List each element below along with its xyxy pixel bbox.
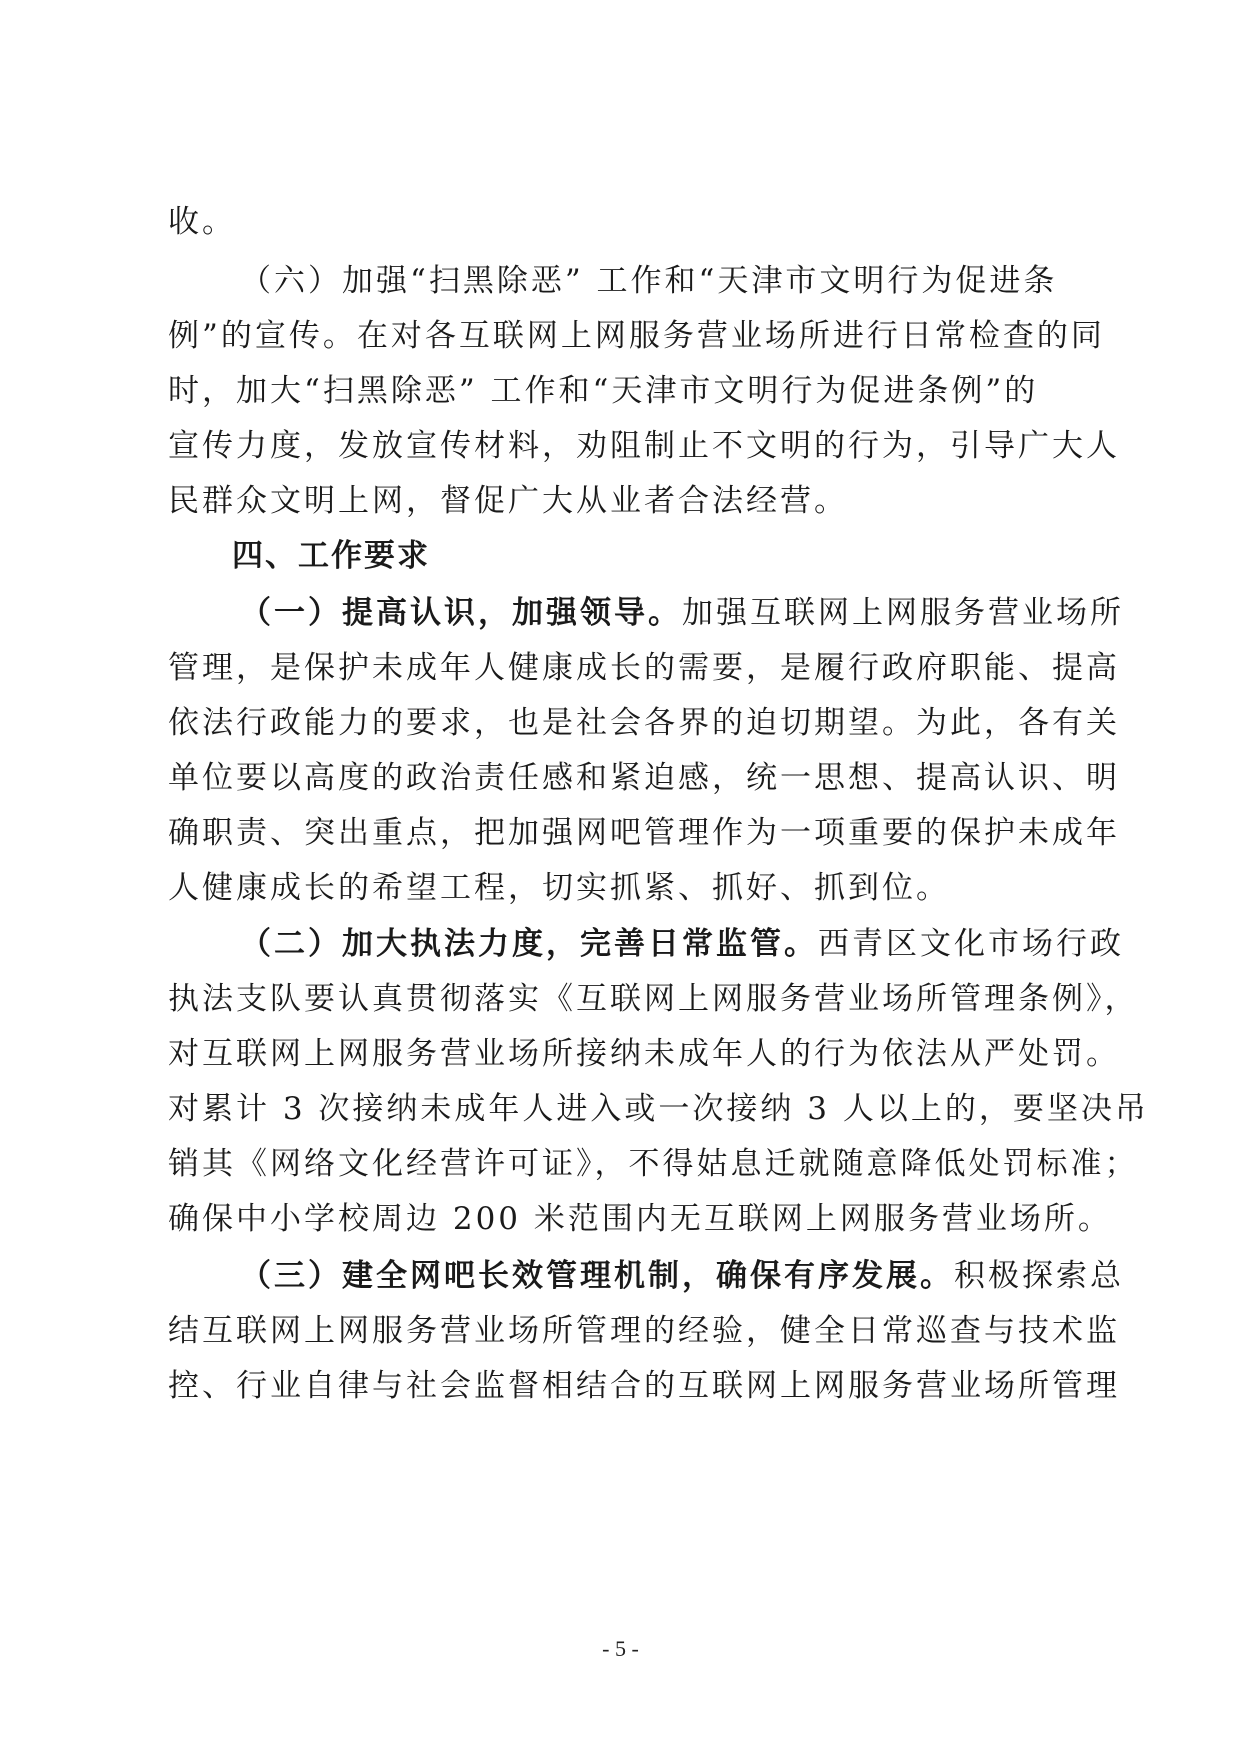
text-line: [0, 1079, 1241, 1139]
line-text: 对累计 3 次接纳未成年人进入或一次接纳 3 人以上的，要坚决吊: [168, 1091, 1149, 1127]
line-text: 时，加大“扫黑除恶” 工作和“天津市文明行为促进条例”的: [168, 373, 1039, 409]
page-number: - 5 -: [602, 1636, 639, 1661]
text-line: [0, 306, 1241, 366]
section-heading-text: 四、工作要求: [232, 538, 430, 574]
line-text: 单位要以高度的政治责任感和紧迫感，统一思想、提高认识、明: [168, 760, 1120, 796]
text-line: [0, 693, 1241, 753]
paragraph-start: [0, 914, 1241, 974]
text-line: [0, 1134, 1241, 1194]
line-text: 民群众文明上网，督促广大从业者合法经营。: [168, 483, 848, 519]
text-line: [0, 1301, 1241, 1361]
text-line: [0, 803, 1241, 863]
line-text: 确保中小学校周边 200 米范围内无互联网上网服务营业场所。: [168, 1201, 1112, 1237]
text-line: [0, 858, 1241, 918]
line-text: 确职责、突出重点，把加强网吧管理作为一项重要的保护未成年: [168, 815, 1120, 851]
text-line: [0, 638, 1241, 698]
line-text: 销其《网络文化经营许可证》，不得姑息迁就随意降低处罚标准；: [168, 1146, 1139, 1182]
paragraph-lead: （一）提高认识，加强领导。加强互联网上网服务营业场所: [240, 595, 1124, 631]
text-line: [0, 969, 1241, 1029]
paragraph-start: [0, 251, 1241, 311]
paragraph-lead: （三）建全网吧长效管理机制，确保有序发展。积极探索总: [240, 1258, 1124, 1294]
line-text: 结互联网上网服务营业场所管理的经验，健全日常巡查与技术监: [168, 1313, 1120, 1349]
text-line: [0, 192, 1241, 252]
line-text: 管理，是保护未成年人健康成长的需要，是履行政府职能、提高: [168, 650, 1120, 686]
line-text: 例”的宣传。在对各互联网上网服务营业场所进行日常检查的同: [168, 318, 1105, 354]
line-text: 人健康成长的希望工程，切实抓紧、抓好、抓到位。: [168, 870, 950, 906]
line-text: 收。: [168, 204, 236, 240]
text-line: [0, 1189, 1241, 1249]
paragraph-lead: （二）加大执法力度，完善日常监管。西青区文化市场行政: [240, 926, 1124, 962]
text-line: [0, 1024, 1241, 1084]
text-line: [0, 1356, 1241, 1416]
paragraph-lead: （六）加强“扫黑除恶” 工作和“天津市文明行为促进条: [240, 263, 1058, 299]
text-line: [0, 748, 1241, 808]
line-text: 宣传力度，发放宣传材料，劝阻制止不文明的行为，引导广大人: [168, 428, 1120, 464]
line-text: 对互联网上网服务营业场所接纳未成年人的行为依法从严处罚。: [168, 1036, 1120, 1072]
line-text: 执法支队要认真贯彻落实《互联网上网服务营业场所管理条例》，: [168, 981, 1139, 1017]
text-line: [0, 361, 1241, 421]
line-text: 控、行业自律与社会监督相结合的互联网上网服务营业场所管理: [168, 1368, 1120, 1404]
paragraph-start: [0, 1246, 1241, 1306]
text-line: [0, 471, 1241, 531]
text-line: [0, 416, 1241, 476]
section-heading: [0, 526, 1241, 586]
line-text: 依法行政能力的要求，也是社会各界的迫切期望。为此，各有关: [168, 705, 1120, 741]
paragraph-start: [0, 583, 1241, 643]
